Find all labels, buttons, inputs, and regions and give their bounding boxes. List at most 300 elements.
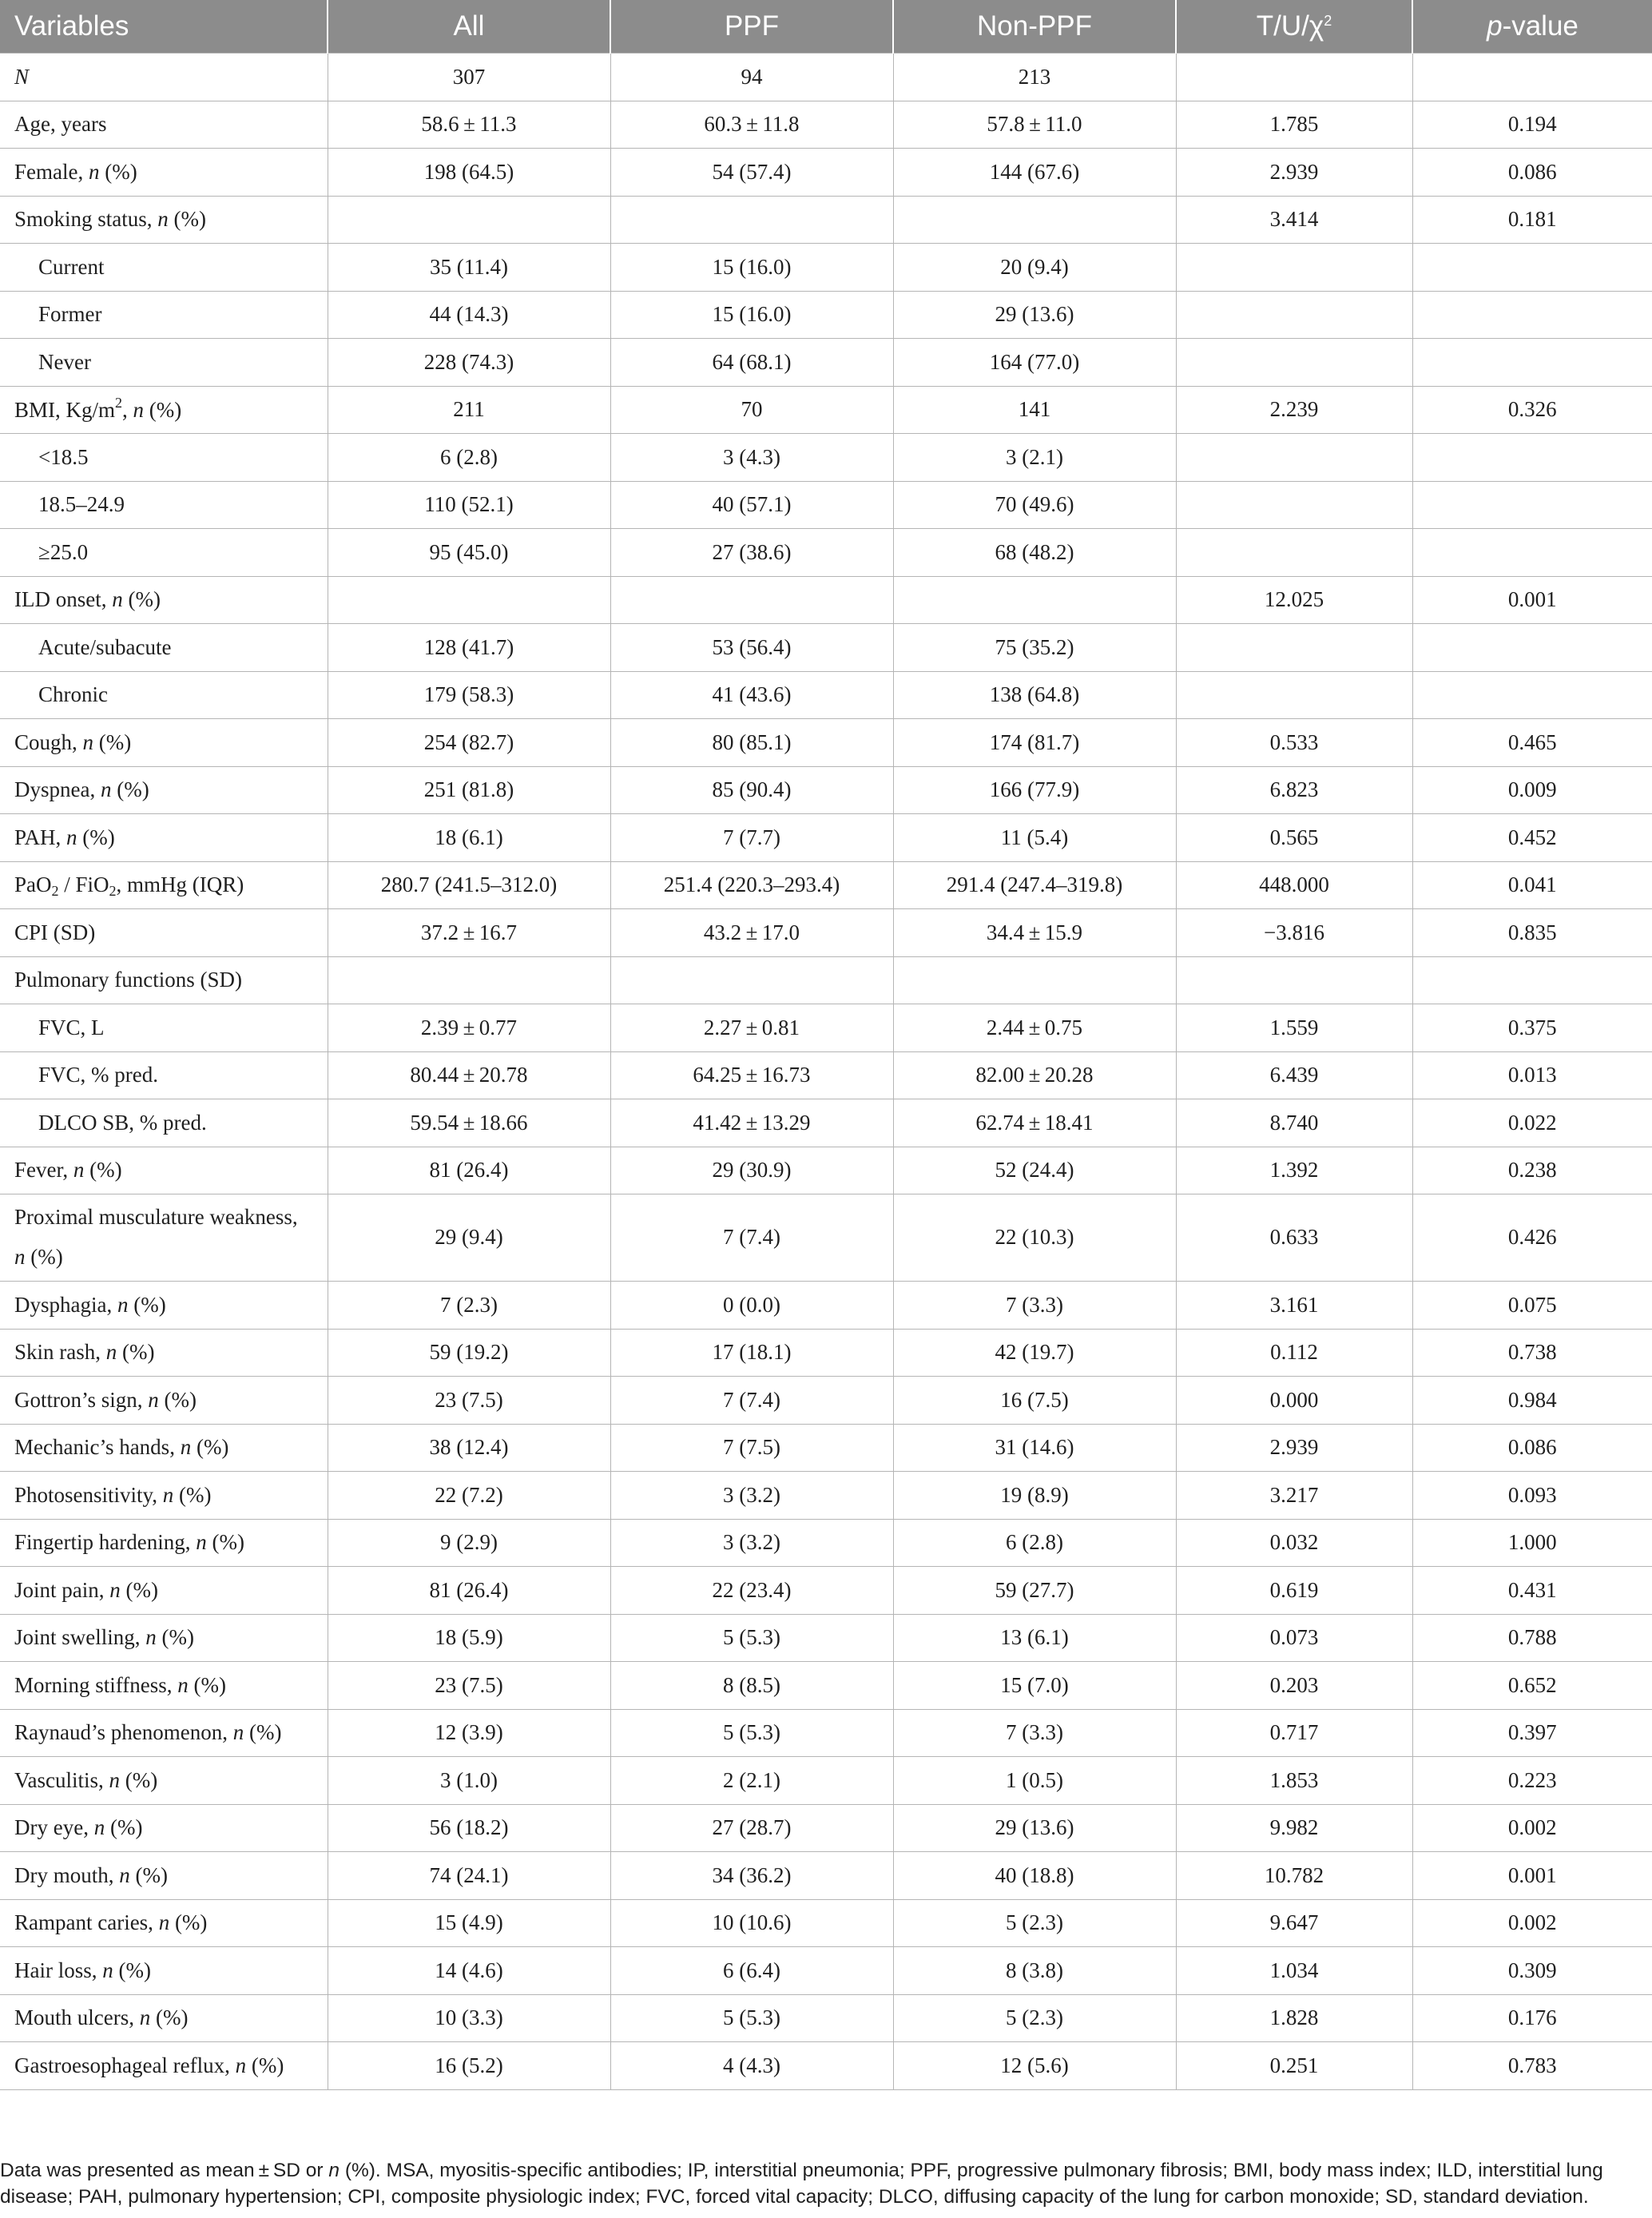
- cell-test-statistic: 2.939: [1176, 1424, 1412, 1472]
- cell-all: 228 (74.3): [328, 339, 610, 387]
- cell-non-ppf: 7 (3.3): [893, 1282, 1176, 1330]
- row-label: Gastroesophageal reflux, n (%): [0, 2042, 328, 2090]
- cell-ppf: 7 (7.5): [610, 1424, 893, 1472]
- row-label: CPI (SD): [0, 909, 328, 957]
- row-label: Current: [0, 244, 328, 292]
- cell-p-value: [1412, 434, 1652, 482]
- cell-test-statistic: [1176, 529, 1412, 577]
- cell-test-statistic: 0.533: [1176, 719, 1412, 767]
- row-label: Joint pain, n (%): [0, 1567, 328, 1615]
- cell-all: 37.2 ± 16.7: [328, 909, 610, 957]
- row-label: 18.5–24.9: [0, 481, 328, 529]
- cell-all: 59.54 ± 18.66: [328, 1099, 610, 1147]
- cell-all: 35 (11.4): [328, 244, 610, 292]
- cell-non-ppf: 15 (7.0): [893, 1662, 1176, 1710]
- cell-p-value: 0.001: [1412, 576, 1652, 624]
- cell-test-statistic: 0.565: [1176, 814, 1412, 862]
- cell-non-ppf: 29 (13.6): [893, 291, 1176, 339]
- cell-all: 2.39 ± 0.77: [328, 1004, 610, 1052]
- table-row: [0, 1757, 1652, 1805]
- cell-ppf: [610, 196, 893, 244]
- cell-ppf: 85 (90.4): [610, 766, 893, 814]
- cell-p-value: 0.223: [1412, 1757, 1652, 1805]
- cell-p-value: 0.397: [1412, 1709, 1652, 1757]
- cell-p-value: 0.238: [1412, 1147, 1652, 1194]
- header-all: All: [328, 0, 610, 54]
- cell-ppf: 3 (4.3): [610, 434, 893, 482]
- row-label: Female, n (%): [0, 149, 328, 197]
- cell-ppf: 60.3 ± 11.8: [610, 101, 893, 149]
- cell-non-ppf: 5 (2.3): [893, 1994, 1176, 2042]
- row-label: Cough, n (%): [0, 719, 328, 767]
- cell-p-value: 0.002: [1412, 1899, 1652, 1947]
- cell-p-value: 0.783: [1412, 2042, 1652, 2090]
- cell-p-value: 0.009: [1412, 766, 1652, 814]
- row-label: FVC, L: [0, 1004, 328, 1052]
- cell-all: 6 (2.8): [328, 434, 610, 482]
- cell-ppf: 8 (8.5): [610, 1662, 893, 1710]
- table-row: [0, 1099, 1652, 1147]
- cell-ppf: 34 (36.2): [610, 1852, 893, 1900]
- cell-ppf: 6 (6.4): [610, 1947, 893, 1995]
- table-row: [0, 1614, 1652, 1662]
- cell-non-ppf: 20 (9.4): [893, 244, 1176, 292]
- cell-test-statistic: 0.619: [1176, 1567, 1412, 1615]
- table-row: [0, 719, 1652, 767]
- cell-non-ppf: 138 (64.8): [893, 671, 1176, 719]
- cell-test-statistic: 448.000: [1176, 861, 1412, 909]
- table-row: [0, 386, 1652, 434]
- row-label: Morning stiffness, n (%): [0, 1662, 328, 1710]
- row-label: PAH, n (%): [0, 814, 328, 862]
- cell-p-value: 0.194: [1412, 101, 1652, 149]
- row-label: Acute/subacute: [0, 624, 328, 672]
- header-test-statistic: $T/U/\chi^2$: [1176, 0, 1412, 54]
- cell-ppf: 4 (4.3): [610, 2042, 893, 2090]
- table-row: [0, 1567, 1652, 1615]
- cell-all: 110 (52.1): [328, 481, 610, 529]
- cell-all: 74 (24.1): [328, 1852, 610, 1900]
- header-variables: Variables: [0, 0, 328, 54]
- row-label: Vasculitis, n (%): [0, 1757, 328, 1805]
- cell-test-statistic: 0.073: [1176, 1614, 1412, 1662]
- table-row: [0, 1472, 1652, 1520]
- row-label: Proximal musculature weakness, n (%): [0, 1194, 328, 1282]
- cell-p-value: 0.375: [1412, 1004, 1652, 1052]
- row-label: Dry mouth, n (%): [0, 1852, 328, 1900]
- table-row: [0, 576, 1652, 624]
- row-label: Fever, n (%): [0, 1147, 328, 1194]
- cell-test-statistic: [1176, 956, 1412, 1004]
- cell-ppf: 22 (23.4): [610, 1567, 893, 1615]
- cell-p-value: [1412, 624, 1652, 672]
- cell-non-ppf: 70 (49.6): [893, 481, 1176, 529]
- cell-non-ppf: 6 (2.8): [893, 1519, 1176, 1567]
- cell-non-ppf: 3 (2.1): [893, 434, 1176, 482]
- cell-non-ppf: 5 (2.3): [893, 1899, 1176, 1947]
- cell-non-ppf: 7 (3.3): [893, 1709, 1176, 1757]
- cell-test-statistic: [1176, 434, 1412, 482]
- row-label: Mechanic’s hands, n (%): [0, 1424, 328, 1472]
- cell-all: 280.7 (241.5–312.0): [328, 861, 610, 909]
- cell-all: 10 (3.3): [328, 1994, 610, 2042]
- table-row: [0, 1329, 1652, 1377]
- table-row: [0, 149, 1652, 197]
- cell-p-value: 0.984: [1412, 1377, 1652, 1425]
- cell-ppf: 54 (57.4): [610, 149, 893, 197]
- cell-all: 95 (45.0): [328, 529, 610, 577]
- table-row: [0, 861, 1652, 909]
- cell-test-statistic: 0.112: [1176, 1329, 1412, 1377]
- table-row: [0, 1004, 1652, 1052]
- cell-ppf: 43.2 ± 17.0: [610, 909, 893, 957]
- cell-ppf: 17 (18.1): [610, 1329, 893, 1377]
- cell-ppf: 2 (2.1): [610, 1757, 893, 1805]
- cell-ppf: 7 (7.7): [610, 814, 893, 862]
- cell-p-value: 0.788: [1412, 1614, 1652, 1662]
- row-label: Raynaud’s phenomenon, n (%): [0, 1709, 328, 1757]
- cell-non-ppf: 174 (81.7): [893, 719, 1176, 767]
- table-row: [0, 1147, 1652, 1194]
- row-label: DLCO SB, % pred.: [0, 1099, 328, 1147]
- cell-non-ppf: 8 (3.8): [893, 1947, 1176, 1995]
- table-row: [0, 1282, 1652, 1330]
- cell-p-value: 0.326: [1412, 386, 1652, 434]
- cell-p-value: [1412, 54, 1652, 101]
- table-row: [0, 291, 1652, 339]
- table-row: [0, 1709, 1652, 1757]
- cell-non-ppf: 34.4 ± 15.9: [893, 909, 1176, 957]
- row-label: Photosensitivity, n (%): [0, 1472, 328, 1520]
- cell-ppf: [610, 576, 893, 624]
- cell-p-value: 0.835: [1412, 909, 1652, 957]
- cell-ppf: 10 (10.6): [610, 1899, 893, 1947]
- header-non-ppf: Non-PPF: [893, 0, 1176, 54]
- cell-test-statistic: 3.161: [1176, 1282, 1412, 1330]
- cell-ppf: 94: [610, 54, 893, 101]
- cell-all: 3 (1.0): [328, 1757, 610, 1805]
- cell-ppf: 80 (85.1): [610, 719, 893, 767]
- cell-test-statistic: 1.392: [1176, 1147, 1412, 1194]
- row-label: FVC, % pred.: [0, 1051, 328, 1099]
- row-label: BMI, $Kg/m^2$, n (%): [0, 386, 328, 434]
- cell-test-statistic: [1176, 244, 1412, 292]
- cell-ppf: 5 (5.3): [610, 1994, 893, 2042]
- cell-all: 7 (2.3): [328, 1282, 610, 1330]
- cell-ppf: 40 (57.1): [610, 481, 893, 529]
- cell-ppf: 15 (16.0): [610, 244, 893, 292]
- row-label: Dysphagia, n (%): [0, 1282, 328, 1330]
- table-row: [0, 196, 1652, 244]
- table-row: [0, 434, 1652, 482]
- cell-ppf: 2.27 ± 0.81: [610, 1004, 893, 1052]
- cell-non-ppf: 12 (5.6): [893, 2042, 1176, 2090]
- table-row: [0, 956, 1652, 1004]
- row-label: Pulmonary functions (SD): [0, 956, 328, 1004]
- cell-non-ppf: 42 (19.7): [893, 1329, 1176, 1377]
- cell-all: 81 (26.4): [328, 1567, 610, 1615]
- cell-test-statistic: 0.032: [1176, 1519, 1412, 1567]
- cell-all: 16 (5.2): [328, 2042, 610, 2090]
- cell-test-statistic: 10.782: [1176, 1852, 1412, 1900]
- cell-test-statistic: 3.217: [1176, 1472, 1412, 1520]
- cell-non-ppf: 57.8 ± 11.0: [893, 101, 1176, 149]
- cell-test-statistic: 6.439: [1176, 1051, 1412, 1099]
- cell-test-statistic: 3.414: [1176, 196, 1412, 244]
- cell-test-statistic: 1.785: [1176, 101, 1412, 149]
- cell-ppf: 3 (3.2): [610, 1472, 893, 1520]
- cell-all: 59 (19.2): [328, 1329, 610, 1377]
- cell-all: 128 (41.7): [328, 624, 610, 672]
- cell-non-ppf: 52 (24.4): [893, 1147, 1176, 1194]
- cell-test-statistic: [1176, 624, 1412, 672]
- row-label: Fingertip hardening, n (%): [0, 1519, 328, 1567]
- table-row: [0, 624, 1652, 672]
- cell-non-ppf: 213: [893, 54, 1176, 101]
- cell-all: 211: [328, 386, 610, 434]
- cell-p-value: 0.041: [1412, 861, 1652, 909]
- cell-all: 9 (2.9): [328, 1519, 610, 1567]
- cell-all: 56 (18.2): [328, 1804, 610, 1852]
- cell-p-value: [1412, 481, 1652, 529]
- cell-all: [328, 956, 610, 1004]
- cell-test-statistic: 2.939: [1176, 149, 1412, 197]
- row-label: Age, years: [0, 101, 328, 149]
- cell-ppf: 64 (68.1): [610, 339, 893, 387]
- cell-ppf: 3 (3.2): [610, 1519, 893, 1567]
- row-label: Gottron’s sign, n (%): [0, 1377, 328, 1425]
- table-row: [0, 1899, 1652, 1947]
- cell-non-ppf: 29 (13.6): [893, 1804, 1176, 1852]
- cell-ppf: [610, 956, 893, 1004]
- cell-non-ppf: 11 (5.4): [893, 814, 1176, 862]
- cell-p-value: [1412, 671, 1652, 719]
- cell-non-ppf: 59 (27.7): [893, 1567, 1176, 1615]
- table-row: [0, 1994, 1652, 2042]
- cell-non-ppf: 16 (7.5): [893, 1377, 1176, 1425]
- cell-non-ppf: 166 (77.9): [893, 766, 1176, 814]
- table-row: [0, 1852, 1652, 1900]
- table-row: [0, 671, 1652, 719]
- cell-p-value: 0.181: [1412, 196, 1652, 244]
- row-label: Hair loss, n (%): [0, 1947, 328, 1995]
- cell-all: 23 (7.5): [328, 1662, 610, 1710]
- cell-non-ppf: 22 (10.3): [893, 1194, 1176, 1282]
- table-row: [0, 339, 1652, 387]
- cell-non-ppf: 144 (67.6): [893, 149, 1176, 197]
- cell-p-value: [1412, 339, 1652, 387]
- cell-non-ppf: 1 (0.5): [893, 1757, 1176, 1805]
- cell-p-value: 0.426: [1412, 1194, 1652, 1282]
- cell-ppf: 7 (7.4): [610, 1377, 893, 1425]
- row-label: Dyspnea, n (%): [0, 766, 328, 814]
- cell-all: 254 (82.7): [328, 719, 610, 767]
- cell-non-ppf: 164 (77.0): [893, 339, 1176, 387]
- cell-ppf: 41.42 ± 13.29: [610, 1099, 893, 1147]
- cell-test-statistic: 1.559: [1176, 1004, 1412, 1052]
- cell-test-statistic: 0.203: [1176, 1662, 1412, 1710]
- cell-all: 179 (58.3): [328, 671, 610, 719]
- cell-non-ppf: 75 (35.2): [893, 624, 1176, 672]
- cell-p-value: 0.652: [1412, 1662, 1652, 1710]
- row-label: Rampant caries, n (%): [0, 1899, 328, 1947]
- table-row: [0, 1194, 1652, 1282]
- cell-test-statistic: 0.717: [1176, 1709, 1412, 1757]
- cell-p-value: 1.000: [1412, 1519, 1652, 1567]
- table-row: [0, 2042, 1652, 2090]
- cell-non-ppf: 13 (6.1): [893, 1614, 1176, 1662]
- cell-test-statistic: 12.025: [1176, 576, 1412, 624]
- table-row: [0, 1051, 1652, 1099]
- table-row: [0, 1804, 1652, 1852]
- cell-all: 15 (4.9): [328, 1899, 610, 1947]
- cell-test-statistic: 0.000: [1176, 1377, 1412, 1425]
- cell-ppf: 15 (16.0): [610, 291, 893, 339]
- cell-ppf: 7 (7.4): [610, 1194, 893, 1282]
- cell-all: 18 (6.1): [328, 814, 610, 862]
- cell-non-ppf: 2.44 ± 0.75: [893, 1004, 1176, 1052]
- table-row: [0, 244, 1652, 292]
- cell-non-ppf: 141: [893, 386, 1176, 434]
- cell-p-value: 0.022: [1412, 1099, 1652, 1147]
- cell-test-statistic: 0.633: [1176, 1194, 1412, 1282]
- cell-non-ppf: [893, 576, 1176, 624]
- cell-non-ppf: [893, 196, 1176, 244]
- cell-all: [328, 196, 610, 244]
- cell-ppf: 70: [610, 386, 893, 434]
- cell-p-value: 0.001: [1412, 1852, 1652, 1900]
- cell-ppf: 27 (28.7): [610, 1804, 893, 1852]
- cell-test-statistic: [1176, 671, 1412, 719]
- table-row: [0, 54, 1652, 101]
- table-body: [0, 54, 1652, 2090]
- cell-non-ppf: [893, 956, 1176, 1004]
- cell-ppf: 27 (38.6): [610, 529, 893, 577]
- row-label: Smoking status, n (%): [0, 196, 328, 244]
- header-ppf: PPF: [610, 0, 893, 54]
- cell-non-ppf: 291.4 (247.4–319.8): [893, 861, 1176, 909]
- cell-ppf: 0 (0.0): [610, 1282, 893, 1330]
- cell-test-statistic: 9.982: [1176, 1804, 1412, 1852]
- cell-all: 44 (14.3): [328, 291, 610, 339]
- table-row: [0, 1947, 1652, 1995]
- table-row: [0, 101, 1652, 149]
- cell-ppf: 41 (43.6): [610, 671, 893, 719]
- row-label: ILD onset, n (%): [0, 576, 328, 624]
- cell-non-ppf: 19 (8.9): [893, 1472, 1176, 1520]
- header-p-value: p-value: [1412, 0, 1652, 54]
- table-row: [0, 814, 1652, 862]
- table-row: [0, 1519, 1652, 1567]
- row-label: N: [0, 54, 328, 101]
- cell-all: 81 (26.4): [328, 1147, 610, 1194]
- cell-ppf: 251.4 (220.3–293.4): [610, 861, 893, 909]
- cell-test-statistic: 0.251: [1176, 2042, 1412, 2090]
- cell-p-value: 0.093: [1412, 1472, 1652, 1520]
- cell-test-statistic: [1176, 481, 1412, 529]
- table-row: [0, 1377, 1652, 1425]
- cell-all: [328, 576, 610, 624]
- cell-test-statistic: [1176, 291, 1412, 339]
- cell-non-ppf: 62.74 ± 18.41: [893, 1099, 1176, 1147]
- cell-non-ppf: 68 (48.2): [893, 529, 1176, 577]
- table-row: [0, 1424, 1652, 1472]
- cell-p-value: 0.002: [1412, 1804, 1652, 1852]
- cell-all: 23 (7.5): [328, 1377, 610, 1425]
- cell-test-statistic: [1176, 54, 1412, 101]
- cell-test-statistic: 1.828: [1176, 1994, 1412, 2042]
- table-row: [0, 529, 1652, 577]
- row-label: <18.5: [0, 434, 328, 482]
- cell-all: 22 (7.2): [328, 1472, 610, 1520]
- row-label: PaO$_2$ / FiO$_2$, mmHg (IQR): [0, 861, 328, 909]
- cell-test-statistic: 1.853: [1176, 1757, 1412, 1805]
- row-label: Mouth ulcers, n (%): [0, 1994, 328, 2042]
- cell-p-value: 0.738: [1412, 1329, 1652, 1377]
- cell-all: 58.6 ± 11.3: [328, 101, 610, 149]
- cell-test-statistic: 8.740: [1176, 1099, 1412, 1147]
- cell-p-value: 0.075: [1412, 1282, 1652, 1330]
- row-label: Never: [0, 339, 328, 387]
- cell-all: 307: [328, 54, 610, 101]
- cell-test-statistic: [1176, 339, 1412, 387]
- cell-test-statistic: −3.816: [1176, 909, 1412, 957]
- table-footnote: Data was presented as mean ± SD or n (%). MSA, myositis-specific antibodies; IP, interstitial pneumonia; PPF, progressive pulmonary fibrosis; BMI, body mass index; ILD, interstitial lung disease; PAH, pulmonary hypertension; CPI, composite physiologic index; FVC, forced vital capacity; DLCO, diffusing capacity of the lung for carbon monoxide; SD, standard deviation.: [0, 2160, 1603, 2208]
- table-row: [0, 766, 1652, 814]
- cell-ppf: 5 (5.3): [610, 1614, 893, 1662]
- cell-p-value: [1412, 291, 1652, 339]
- table-header: [0, 0, 1652, 54]
- cell-p-value: 0.452: [1412, 814, 1652, 862]
- row-label: Former: [0, 291, 328, 339]
- cell-ppf: 5 (5.3): [610, 1709, 893, 1757]
- row-label: Dry eye, n (%): [0, 1804, 328, 1852]
- cell-non-ppf: 31 (14.6): [893, 1424, 1176, 1472]
- row-label: Chronic: [0, 671, 328, 719]
- cell-ppf: 53 (56.4): [610, 624, 893, 672]
- cell-test-statistic: 9.647: [1176, 1899, 1412, 1947]
- cell-p-value: [1412, 244, 1652, 292]
- table-row: [0, 1662, 1652, 1710]
- row-label: ≥25.0: [0, 529, 328, 577]
- table-row: [0, 481, 1652, 529]
- cell-all: 38 (12.4): [328, 1424, 610, 1472]
- header-row: [0, 0, 1652, 54]
- cell-all: 29 (9.4): [328, 1194, 610, 1282]
- cell-p-value: 0.086: [1412, 149, 1652, 197]
- cell-p-value: [1412, 956, 1652, 1004]
- cell-ppf: 29 (30.9): [610, 1147, 893, 1194]
- cell-all: 14 (4.6): [328, 1947, 610, 1995]
- cell-test-statistic: 6.823: [1176, 766, 1412, 814]
- cell-p-value: 0.176: [1412, 1994, 1652, 2042]
- cell-test-statistic: 1.034: [1176, 1947, 1412, 1995]
- cell-test-statistic: 2.239: [1176, 386, 1412, 434]
- cell-p-value: 0.086: [1412, 1424, 1652, 1472]
- cell-all: 251 (81.8): [328, 766, 610, 814]
- cell-all: 18 (5.9): [328, 1614, 610, 1662]
- table-row: [0, 909, 1652, 957]
- cell-all: 198 (64.5): [328, 149, 610, 197]
- cell-all: 12 (3.9): [328, 1709, 610, 1757]
- row-label: Skin rash, n (%): [0, 1329, 328, 1377]
- cell-p-value: 0.013: [1412, 1051, 1652, 1099]
- cell-p-value: 0.431: [1412, 1567, 1652, 1615]
- row-label: Joint swelling, n (%): [0, 1614, 328, 1662]
- cell-all: 80.44 ± 20.78: [328, 1051, 610, 1099]
- cell-non-ppf: 40 (18.8): [893, 1852, 1176, 1900]
- cell-p-value: [1412, 529, 1652, 577]
